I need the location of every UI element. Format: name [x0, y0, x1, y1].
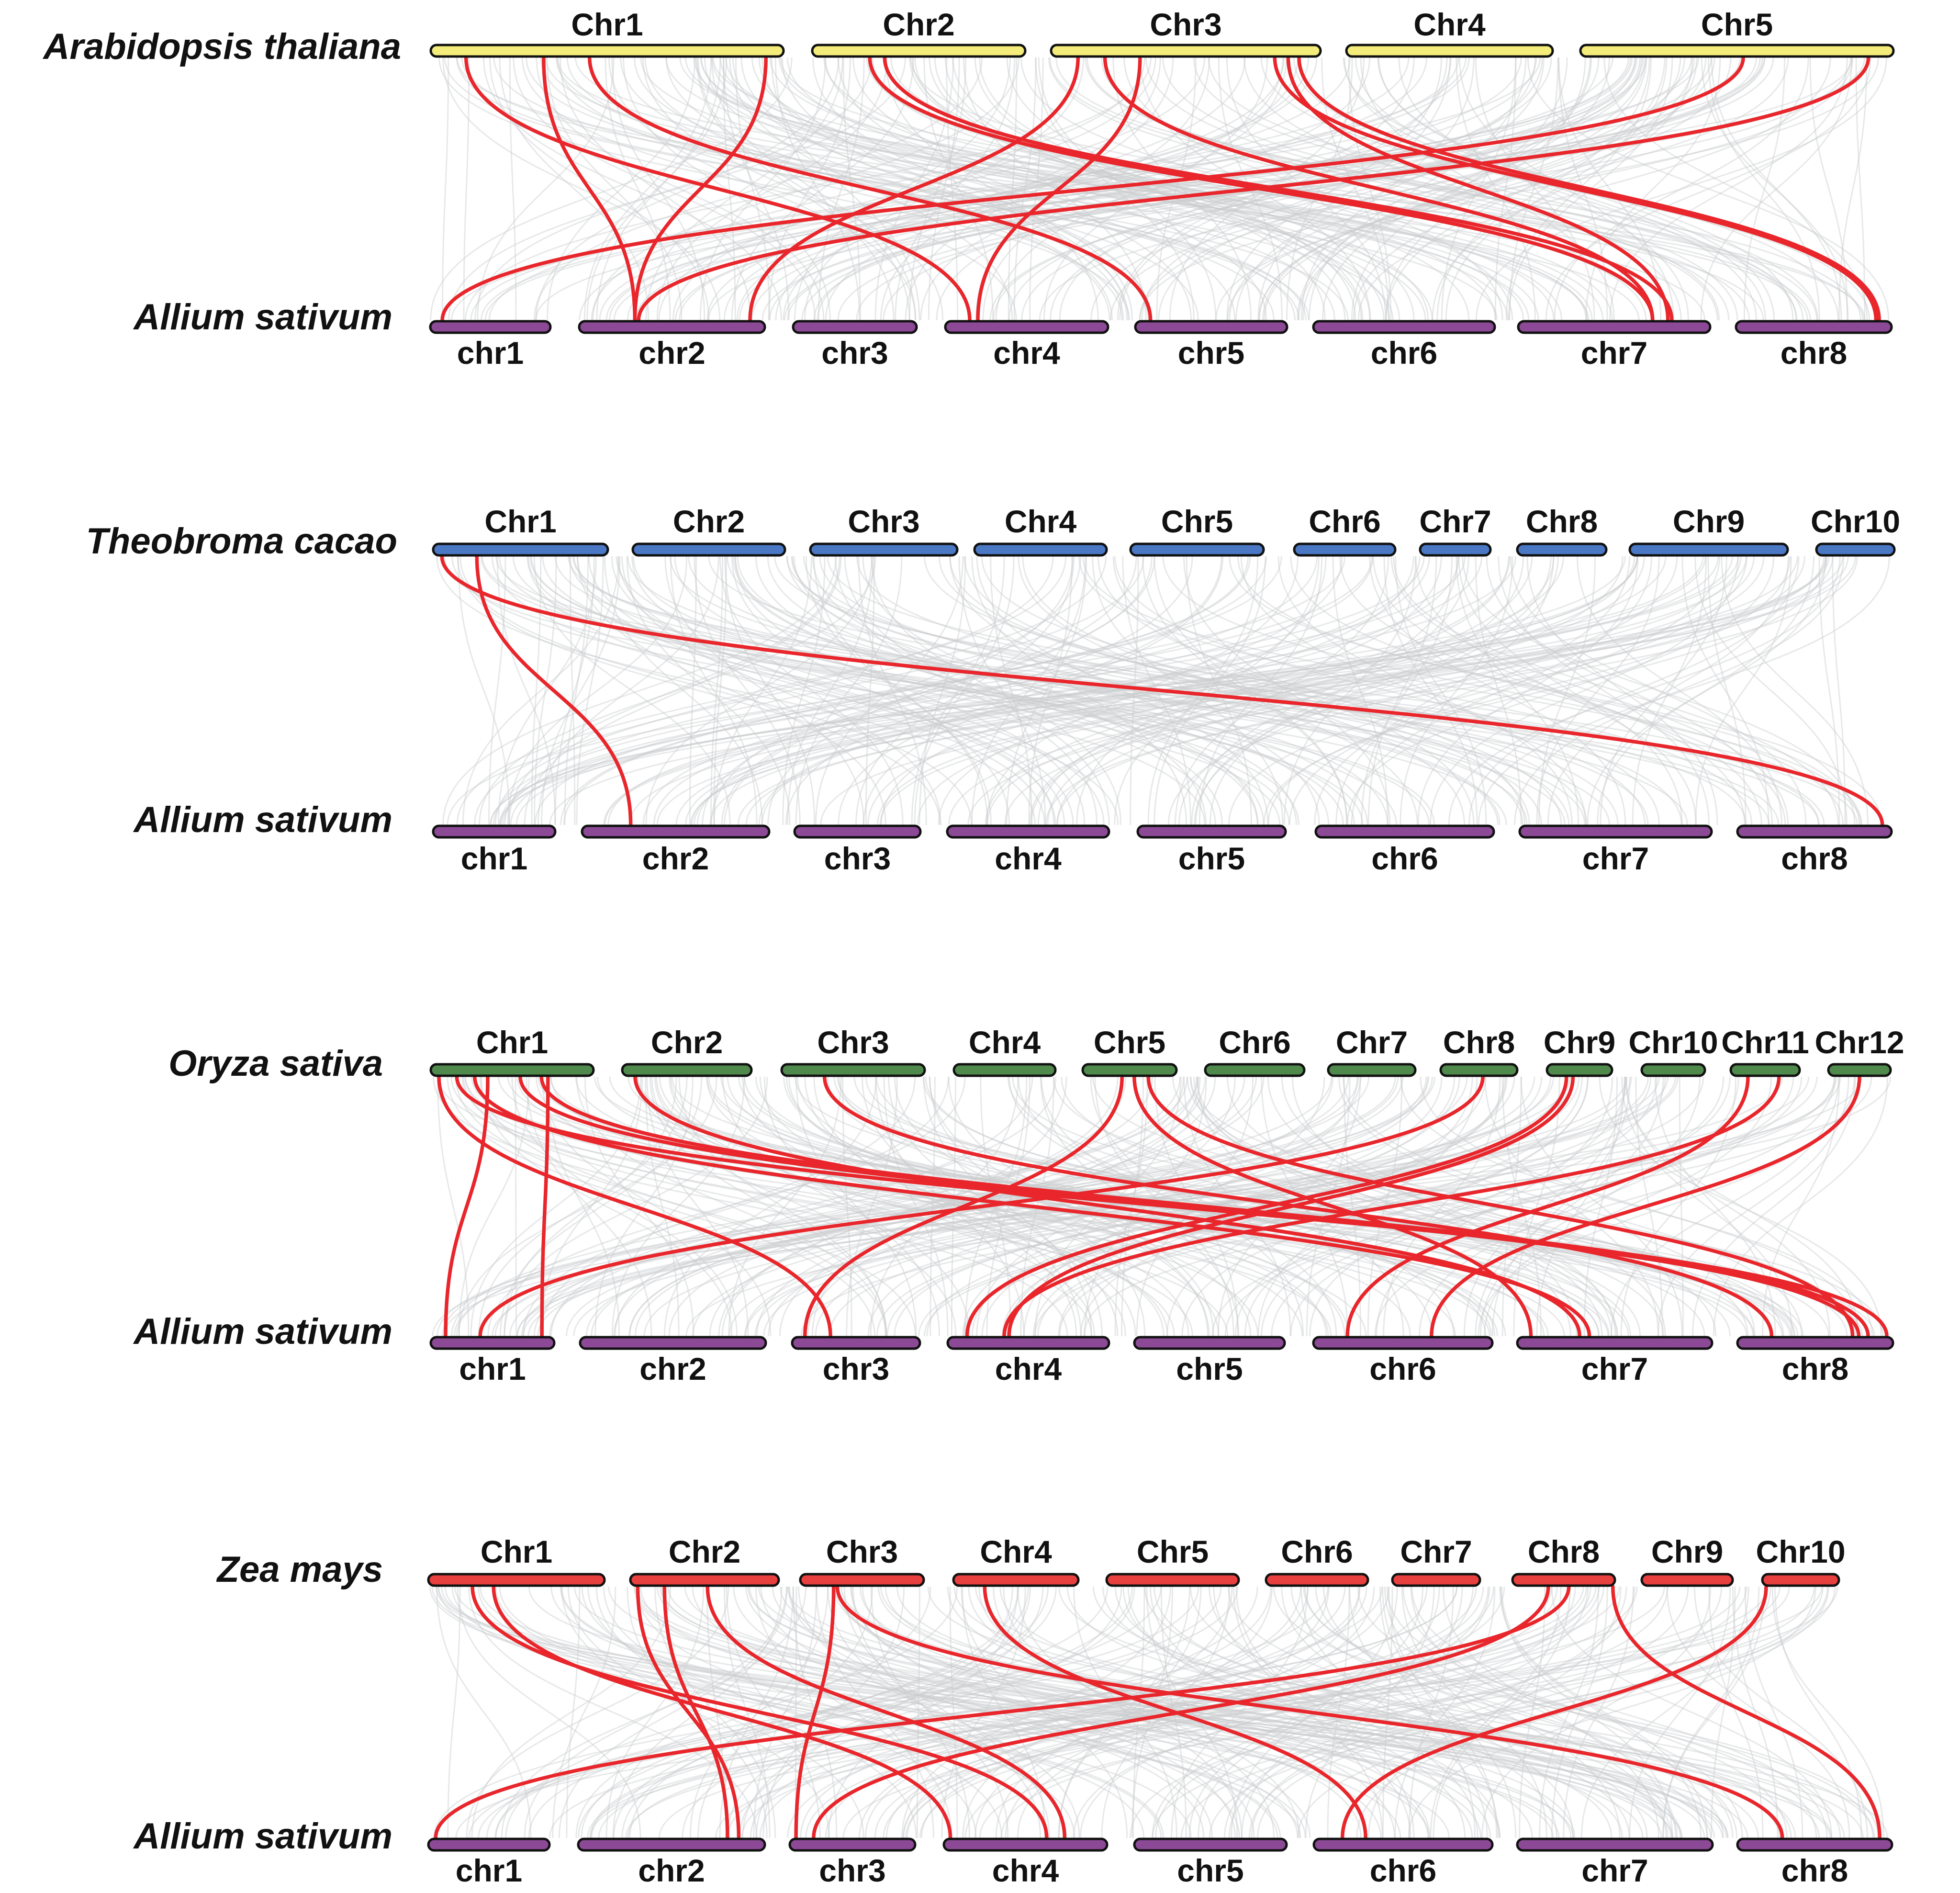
bottom-chromosome-bar: [793, 321, 917, 333]
top-chromosome-bar: [1294, 544, 1395, 555]
top-chromosome-bar: [1420, 544, 1490, 555]
bottom-chromosome-bar: [1138, 826, 1286, 837]
background-link: [448, 1587, 460, 1838]
top-chromosome-label: Chr6: [1219, 1025, 1291, 1060]
top-chromosome-bar: [953, 1574, 1078, 1586]
bottom-chromosome-label: chr5: [1178, 841, 1245, 876]
top-chromosome-label: Chr4: [1004, 504, 1077, 539]
bottom-species-label: Allium sativum: [134, 297, 392, 338]
top-chromosome-bar: [633, 544, 785, 555]
bottom-chromosome-label: chr4: [995, 1351, 1062, 1386]
bottom-chromosome-bar: [1313, 321, 1495, 333]
top-species-label: Arabidopsis thaliana: [43, 26, 401, 67]
top-chromosome-bar: [622, 1064, 751, 1076]
synteny-panel-1: [43, 7, 1894, 371]
bottom-chromosome-label: chr3: [821, 335, 888, 371]
top-chromosome-bar: [1517, 544, 1606, 555]
synteny-panel-3: [133, 1025, 1904, 1386]
top-chromosome-label: Chr8: [1527, 1534, 1600, 1569]
top-chromosome-bar: [1642, 1064, 1705, 1076]
bottom-chromosome-bar: [1737, 1337, 1893, 1349]
bottom-chromosome-label: chr6: [1370, 335, 1438, 371]
bottom-chromosome-bar: [1518, 321, 1710, 333]
bottom-species-label: Allium sativum: [134, 1816, 392, 1857]
bottom-chromosome-label: chr1: [455, 1853, 523, 1888]
bottom-chromosome-label: chr6: [1369, 1351, 1436, 1386]
top-chromosome-label: Chr8: [1443, 1025, 1515, 1060]
bottom-chromosome-bar: [795, 826, 920, 837]
top-chromosome-bar: [431, 1064, 594, 1076]
bottom-chromosome-bar: [947, 826, 1109, 837]
bottom-chromosome-bar: [1135, 321, 1287, 333]
bottom-chromosome-label: chr4: [993, 335, 1060, 371]
bottom-chromosome-label: chr8: [1781, 1351, 1849, 1386]
background-link: [510, 57, 516, 320]
bottom-chromosome-bar: [428, 1839, 549, 1850]
bottom-chromosome-label: chr7: [1582, 841, 1649, 876]
top-species-label: Oryza sativa: [168, 1043, 383, 1084]
bottom-chromosome-bar: [582, 826, 769, 837]
bottom-chromosome-bar: [1314, 1839, 1492, 1850]
top-chromosome-label: Chr1: [476, 1025, 549, 1060]
top-chromosome-label: Chr4: [980, 1534, 1052, 1569]
top-chromosome-bar: [1547, 1064, 1612, 1076]
top-chromosome-label: Chr9: [1651, 1534, 1724, 1569]
top-chromosome-label: Chr3: [848, 504, 920, 539]
top-chromosome-bar: [433, 544, 608, 555]
top-chromosome-label: Chr5: [1161, 504, 1233, 539]
bottom-chromosome-label: chr2: [638, 1853, 705, 1888]
bottom-chromosome-label: chr6: [1371, 841, 1438, 876]
top-chromosome-bar: [1328, 1064, 1415, 1076]
top-chromosome-label: Chr6: [1309, 504, 1381, 539]
top-chromosome-bar: [782, 1064, 925, 1076]
top-chromosome-bar: [1580, 45, 1893, 56]
top-chromosome-label: Chr11: [1721, 1025, 1809, 1060]
bottom-chromosome-label: chr7: [1581, 1853, 1648, 1888]
bottom-chromosome-bar: [430, 321, 550, 333]
top-chromosome-bar: [812, 45, 1025, 56]
bottom-chromosome-bar: [1517, 1839, 1713, 1850]
bottom-chromosome-label: chr2: [638, 335, 706, 371]
bottom-chromosome-bar: [1520, 826, 1712, 837]
bottom-chromosome-label: chr1: [459, 1351, 526, 1386]
top-chromosome-bar: [1083, 1064, 1176, 1076]
top-chromosome-bar: [431, 45, 784, 56]
bottom-chromosome-label: chr5: [1176, 1351, 1243, 1386]
top-chromosome-bar: [1816, 544, 1894, 555]
top-chromosome-label: Chr7: [1419, 504, 1491, 539]
bottom-chromosome-bar: [945, 321, 1108, 333]
bottom-chromosome-label: chr7: [1581, 1351, 1648, 1386]
top-chromosome-label: Chr9: [1543, 1025, 1616, 1060]
top-chromosome-bar: [1205, 1064, 1304, 1076]
top-chromosome-label: Chr3: [1150, 7, 1222, 42]
top-chromosome-label: Chr2: [672, 504, 745, 539]
top-chromosome-label: Chr2: [650, 1025, 723, 1060]
background-link: [1680, 1077, 1683, 1336]
bottom-chromosome-bar: [1316, 826, 1494, 837]
top-chromosome-bar: [800, 1574, 924, 1586]
bottom-chromosome-bar: [1737, 1839, 1892, 1850]
bottom-chromosome-label: chr4: [995, 841, 1062, 876]
top-chromosome-label: Chr5: [1093, 1025, 1166, 1060]
bottom-chromosome-label: chr8: [1780, 335, 1848, 371]
background-link: [1469, 556, 1799, 825]
top-chromosome-label: Chr2: [883, 7, 955, 42]
top-chromosome-label: Chr7: [1400, 1534, 1472, 1569]
top-chromosome-label: Chr9: [1672, 504, 1745, 539]
top-chromosome-bar: [1266, 1574, 1368, 1586]
top-chromosome-bar: [1630, 544, 1788, 555]
top-chromosome-bar: [1131, 544, 1264, 555]
bottom-chromosome-bar: [579, 321, 765, 333]
bottom-chromosome-bar: [433, 826, 555, 837]
top-chromosome-bar: [428, 1574, 605, 1586]
top-chromosome-bar: [1107, 1574, 1239, 1586]
top-species-label: Theobroma cacao: [86, 521, 397, 562]
bottom-chromosome-bar: [431, 1337, 554, 1349]
bottom-chromosome-label: chr8: [1781, 1853, 1848, 1888]
synteny-panel-4: [133, 1534, 1892, 1888]
bottom-chromosome-label: chr3: [824, 841, 891, 876]
top-chromosome-bar: [1828, 1064, 1891, 1076]
bottom-chromosome-bar: [1737, 826, 1892, 837]
bottom-chromosome-label: chr2: [639, 1351, 706, 1386]
background-link: [584, 57, 711, 320]
bottom-chromosome-bar: [1517, 1337, 1712, 1349]
bottom-chromosome-bar: [580, 1337, 766, 1349]
top-chromosome-bar: [630, 1574, 779, 1586]
bottom-chromosome-label: chr7: [1580, 335, 1648, 371]
top-chromosome-bar: [1642, 1574, 1733, 1586]
top-species-label: Zea mays: [217, 1549, 383, 1590]
bottom-species-label: Allium sativum: [134, 800, 392, 840]
bottom-chromosome-label: chr3: [819, 1853, 886, 1888]
background-links: [431, 57, 1889, 320]
top-chromosome-bar: [1051, 45, 1321, 56]
top-chromosome-bar: [1512, 1574, 1615, 1586]
top-chromosome-bar: [1392, 1574, 1480, 1586]
top-chromosome-label: Chr10: [1756, 1534, 1846, 1569]
top-chromosome-label: Chr4: [968, 1025, 1041, 1060]
bottom-chromosome-bar: [790, 1839, 915, 1850]
top-chromosome-bar: [1441, 1064, 1517, 1076]
bottom-chromosome-bar: [1134, 1337, 1285, 1349]
top-chromosome-label: Chr12: [1814, 1025, 1904, 1060]
bottom-chromosome-bar: [1736, 321, 1892, 333]
top-chromosome-bar: [810, 544, 957, 555]
top-chromosome-bar: [954, 1064, 1055, 1076]
top-chromosome-label: Chr10: [1810, 504, 1901, 539]
bottom-chromosome-bar: [792, 1337, 920, 1349]
top-chromosome-label: Chr7: [1335, 1025, 1408, 1060]
top-chromosome-label: Chr3: [817, 1025, 889, 1060]
bottom-chromosome-label: chr1: [460, 841, 528, 876]
bottom-chromosome-label: chr5: [1177, 1853, 1244, 1888]
top-chromosome-label: Chr1: [484, 504, 557, 539]
top-chromosome-label: Chr2: [668, 1534, 741, 1569]
bottom-chromosome-label: chr5: [1177, 335, 1245, 371]
top-chromosome-label: Chr5: [1136, 1534, 1209, 1569]
top-chromosome-bar: [974, 544, 1107, 555]
top-chromosome-label: Chr3: [826, 1534, 898, 1569]
bottom-chromosome-bar: [948, 1337, 1109, 1349]
bottom-species-label: Allium sativum: [134, 1311, 392, 1352]
bottom-chromosome-label: chr4: [992, 1853, 1059, 1888]
top-chromosome-bar: [1762, 1574, 1839, 1586]
bottom-chromosome-bar: [944, 1839, 1107, 1850]
top-chromosome-label: Chr1: [571, 7, 643, 42]
bottom-chromosome-bar: [578, 1839, 765, 1850]
top-chromosome-bar: [1346, 45, 1553, 56]
synteny-panel-2: [86, 504, 1900, 876]
bottom-chromosome-label: chr8: [1781, 841, 1848, 876]
top-chromosome-label: Chr4: [1413, 7, 1486, 42]
top-chromosome-label: Chr5: [1701, 7, 1773, 42]
background-link: [1478, 1077, 1855, 1336]
bottom-chromosome-label: chr2: [642, 841, 709, 876]
top-chromosome-label: Chr10: [1628, 1025, 1718, 1060]
bottom-chromosome-label: chr6: [1369, 1853, 1437, 1888]
background-links: [430, 1587, 1887, 1838]
top-chromosome-bar: [1731, 1064, 1800, 1076]
bottom-chromosome-label: chr3: [822, 1351, 890, 1386]
bottom-chromosome-bar: [1313, 1337, 1492, 1349]
top-chromosome-label: Chr8: [1525, 504, 1598, 539]
top-chromosome-label: Chr6: [1281, 1534, 1353, 1569]
bottom-chromosome-bar: [1134, 1839, 1287, 1850]
bottom-chromosome-label: chr1: [457, 335, 524, 371]
top-chromosome-label: Chr1: [480, 1534, 553, 1569]
